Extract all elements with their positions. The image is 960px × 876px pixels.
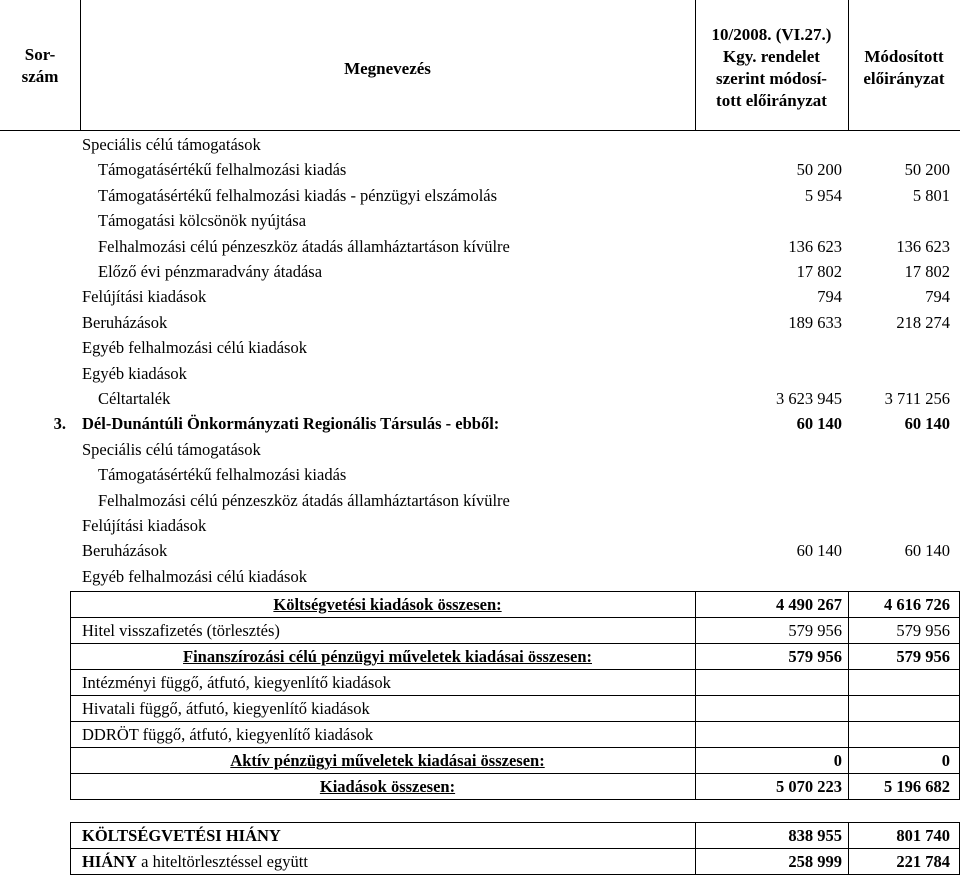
- summary-row: [70, 773, 960, 799]
- footer-label: [82, 823, 281, 848]
- summary-modositott-value: 579 956: [896, 647, 950, 667]
- modositott-value: 794: [925, 287, 950, 307]
- table-row: [0, 361, 960, 386]
- row-label: Támogatásértékű felhalmozási kiadás - pénzügyi elszámolás: [98, 185, 498, 205]
- header-sorszam-line: Sor-: [24, 45, 56, 64]
- summary-label: Aktív pénzügyi műveletek kiadásai összesen:: [230, 751, 545, 771]
- header-rendelet-line: 10/2008. (VI.27.): [711, 25, 832, 44]
- header-modositott: [848, 46, 960, 90]
- summary-label: DDRÖT függő, átfutó, kiegyenlítő kiadások: [82, 725, 374, 745]
- footer-rendelet-value: 258 999: [788, 852, 842, 872]
- summary-modositott-value: 0: [941, 751, 950, 771]
- header-rendelet-line: tott előirányzat: [716, 91, 827, 110]
- row-label: Felhalmozási célú pénzeszköz átadás államháztartáson kívülre: [98, 490, 510, 510]
- summary-rendelet-value: 579 956: [788, 647, 842, 667]
- row-label: Előző évi pénzmaradvány átadása: [98, 262, 323, 281]
- footer-label-rest: a hiteltörlesztéssel együtt: [137, 852, 308, 872]
- row-label: Beruházások: [82, 541, 168, 561]
- rendelet-value: 794: [817, 287, 842, 307]
- summary-label: Kiadások összesen:: [319, 777, 456, 797]
- header-rendelet: [695, 24, 848, 112]
- row-label: Egyéb felhalmozási célú kiadások: [82, 566, 307, 586]
- footer-bottom-rule: [70, 874, 960, 875]
- summary-rendelet-value: 579 956: [788, 621, 842, 641]
- table-row: [0, 386, 960, 411]
- rendelet-value: 5 954: [804, 185, 842, 205]
- summary-row: [70, 695, 960, 721]
- modositott-value: 17 802: [904, 262, 950, 281]
- footer-modositott-value: 801 740: [896, 826, 950, 846]
- footer-divider: [848, 822, 849, 874]
- footer-divider: [695, 822, 696, 874]
- row-label: Támogatási kölcsönök nyújtása: [98, 211, 307, 231]
- modositott-value: 3 711 256: [884, 389, 950, 408]
- header-divider: [848, 0, 849, 130]
- rendelet-value: 60 140: [796, 414, 842, 434]
- summary-rendelet-value: 0: [833, 751, 842, 771]
- rendelet-value: 60 140: [796, 541, 842, 561]
- summary-label: Hivatali függő, átfutó, kiegyenlítő kiadások: [82, 699, 370, 719]
- modositott-value: 218 274: [896, 312, 950, 332]
- summary-row: [70, 591, 960, 617]
- row-label: Dél-Dunántúli Önkormányzati Regionális Társulás - ebből:: [82, 414, 500, 434]
- modositott-value: 60 140: [904, 541, 950, 561]
- row-label: Egyéb kiadások: [82, 363, 187, 383]
- footer-row: [70, 822, 960, 848]
- modositott-value: 50 200: [904, 160, 950, 180]
- table-row: [0, 132, 960, 157]
- summary-label: Költségvetési kiadások összesen:: [273, 595, 502, 615]
- summary-bottom-rule: [70, 799, 960, 800]
- row-label: Speciális célú támogatások: [82, 439, 261, 459]
- table-row: [0, 259, 960, 284]
- summary-modositott-value: 579 956: [896, 621, 950, 641]
- footer-label-bold: KÖLTSÉGVETÉSI HIÁNY: [82, 826, 281, 846]
- modositott-value: 136 623: [896, 236, 950, 256]
- footer-divider: [70, 822, 71, 874]
- rendelet-value: 17 802: [796, 262, 842, 281]
- summary-modositott-value: 4 616 726: [884, 595, 950, 615]
- row-label: Beruházások: [82, 312, 168, 332]
- footer-row: [70, 848, 960, 874]
- row-label: Támogatásértékű felhalmozási kiadás: [98, 160, 347, 180]
- header-rendelet-line: Kgy. rendelet: [723, 47, 820, 66]
- summary-divider: [70, 591, 71, 799]
- table-row: [0, 488, 960, 513]
- row-label: Felhalmozási célú pénzeszköz átadás államháztartáson kívülre: [98, 236, 510, 256]
- summary-row: [70, 617, 960, 643]
- rendelet-value: 50 200: [796, 160, 842, 180]
- table-row: [0, 462, 960, 487]
- summary-row: [70, 643, 960, 669]
- row-label: Támogatásértékű felhalmozási kiadás: [98, 465, 347, 485]
- table-row: [0, 157, 960, 182]
- row-number: 3.: [53, 414, 66, 434]
- row-label: Felújítási kiadások: [82, 287, 207, 307]
- table-row: [0, 234, 960, 259]
- table-row: [0, 564, 960, 589]
- row-label: Speciális célú támogatások: [82, 135, 261, 154]
- summary-label: Hitel visszafizetés (törlesztés): [82, 621, 280, 641]
- summary-modositott-value: 5 196 682: [884, 777, 950, 797]
- rendelet-value: 136 623: [788, 236, 842, 256]
- table-row: [0, 310, 960, 335]
- header-sorszam: [0, 44, 80, 88]
- header-sorszam-line: szám: [21, 67, 59, 86]
- table-row: [0, 208, 960, 233]
- footer-label: [82, 849, 308, 874]
- modositott-value: 60 140: [904, 414, 950, 434]
- footer-label-bold: HIÁNY: [82, 852, 138, 872]
- table-row: [0, 538, 960, 563]
- table-row: [0, 411, 960, 436]
- header-divider: [80, 0, 81, 130]
- summary-row: [70, 721, 960, 747]
- table-row: [0, 335, 960, 360]
- summary-label: Intézményi függő, átfutó, kiegyenlítő kiadások: [82, 673, 391, 693]
- modositott-value: 5 801: [912, 185, 950, 205]
- rendelet-value: 3 623 945: [776, 389, 842, 408]
- header-divider: [695, 0, 696, 130]
- summary-divider: [848, 591, 849, 799]
- footer-rendelet-value: 838 955: [788, 826, 842, 846]
- table-row: [0, 437, 960, 462]
- table-row: [0, 513, 960, 538]
- table-row: [0, 284, 960, 309]
- summary-rendelet-value: 5 070 223: [776, 777, 842, 797]
- summary-row: [70, 669, 960, 695]
- footer-modositott-value: 221 784: [896, 852, 950, 872]
- row-label: Egyéb felhalmozási célú kiadások: [82, 338, 307, 358]
- row-label: Felújítási kiadások: [82, 516, 207, 535]
- summary-rendelet-value: 4 490 267: [776, 595, 842, 615]
- header-modositott-line: előirányzat: [863, 69, 945, 88]
- rendelet-value: 189 633: [788, 312, 842, 332]
- header-modositott-line: Módosított: [864, 47, 944, 66]
- table-row: [0, 183, 960, 208]
- header-rendelet-line: szerint módosí-: [716, 69, 827, 88]
- summary-label: Finanszírozási célú pénzügyi műveletek kiadásai összesen:: [183, 647, 592, 667]
- summary-divider: [695, 591, 696, 799]
- header-megnevezes: Megnevezés: [344, 59, 431, 78]
- summary-row: [70, 747, 960, 773]
- header-bottom-rule: [0, 130, 960, 131]
- table-header: [0, 0, 960, 130]
- row-label: Céltartalék: [98, 389, 171, 408]
